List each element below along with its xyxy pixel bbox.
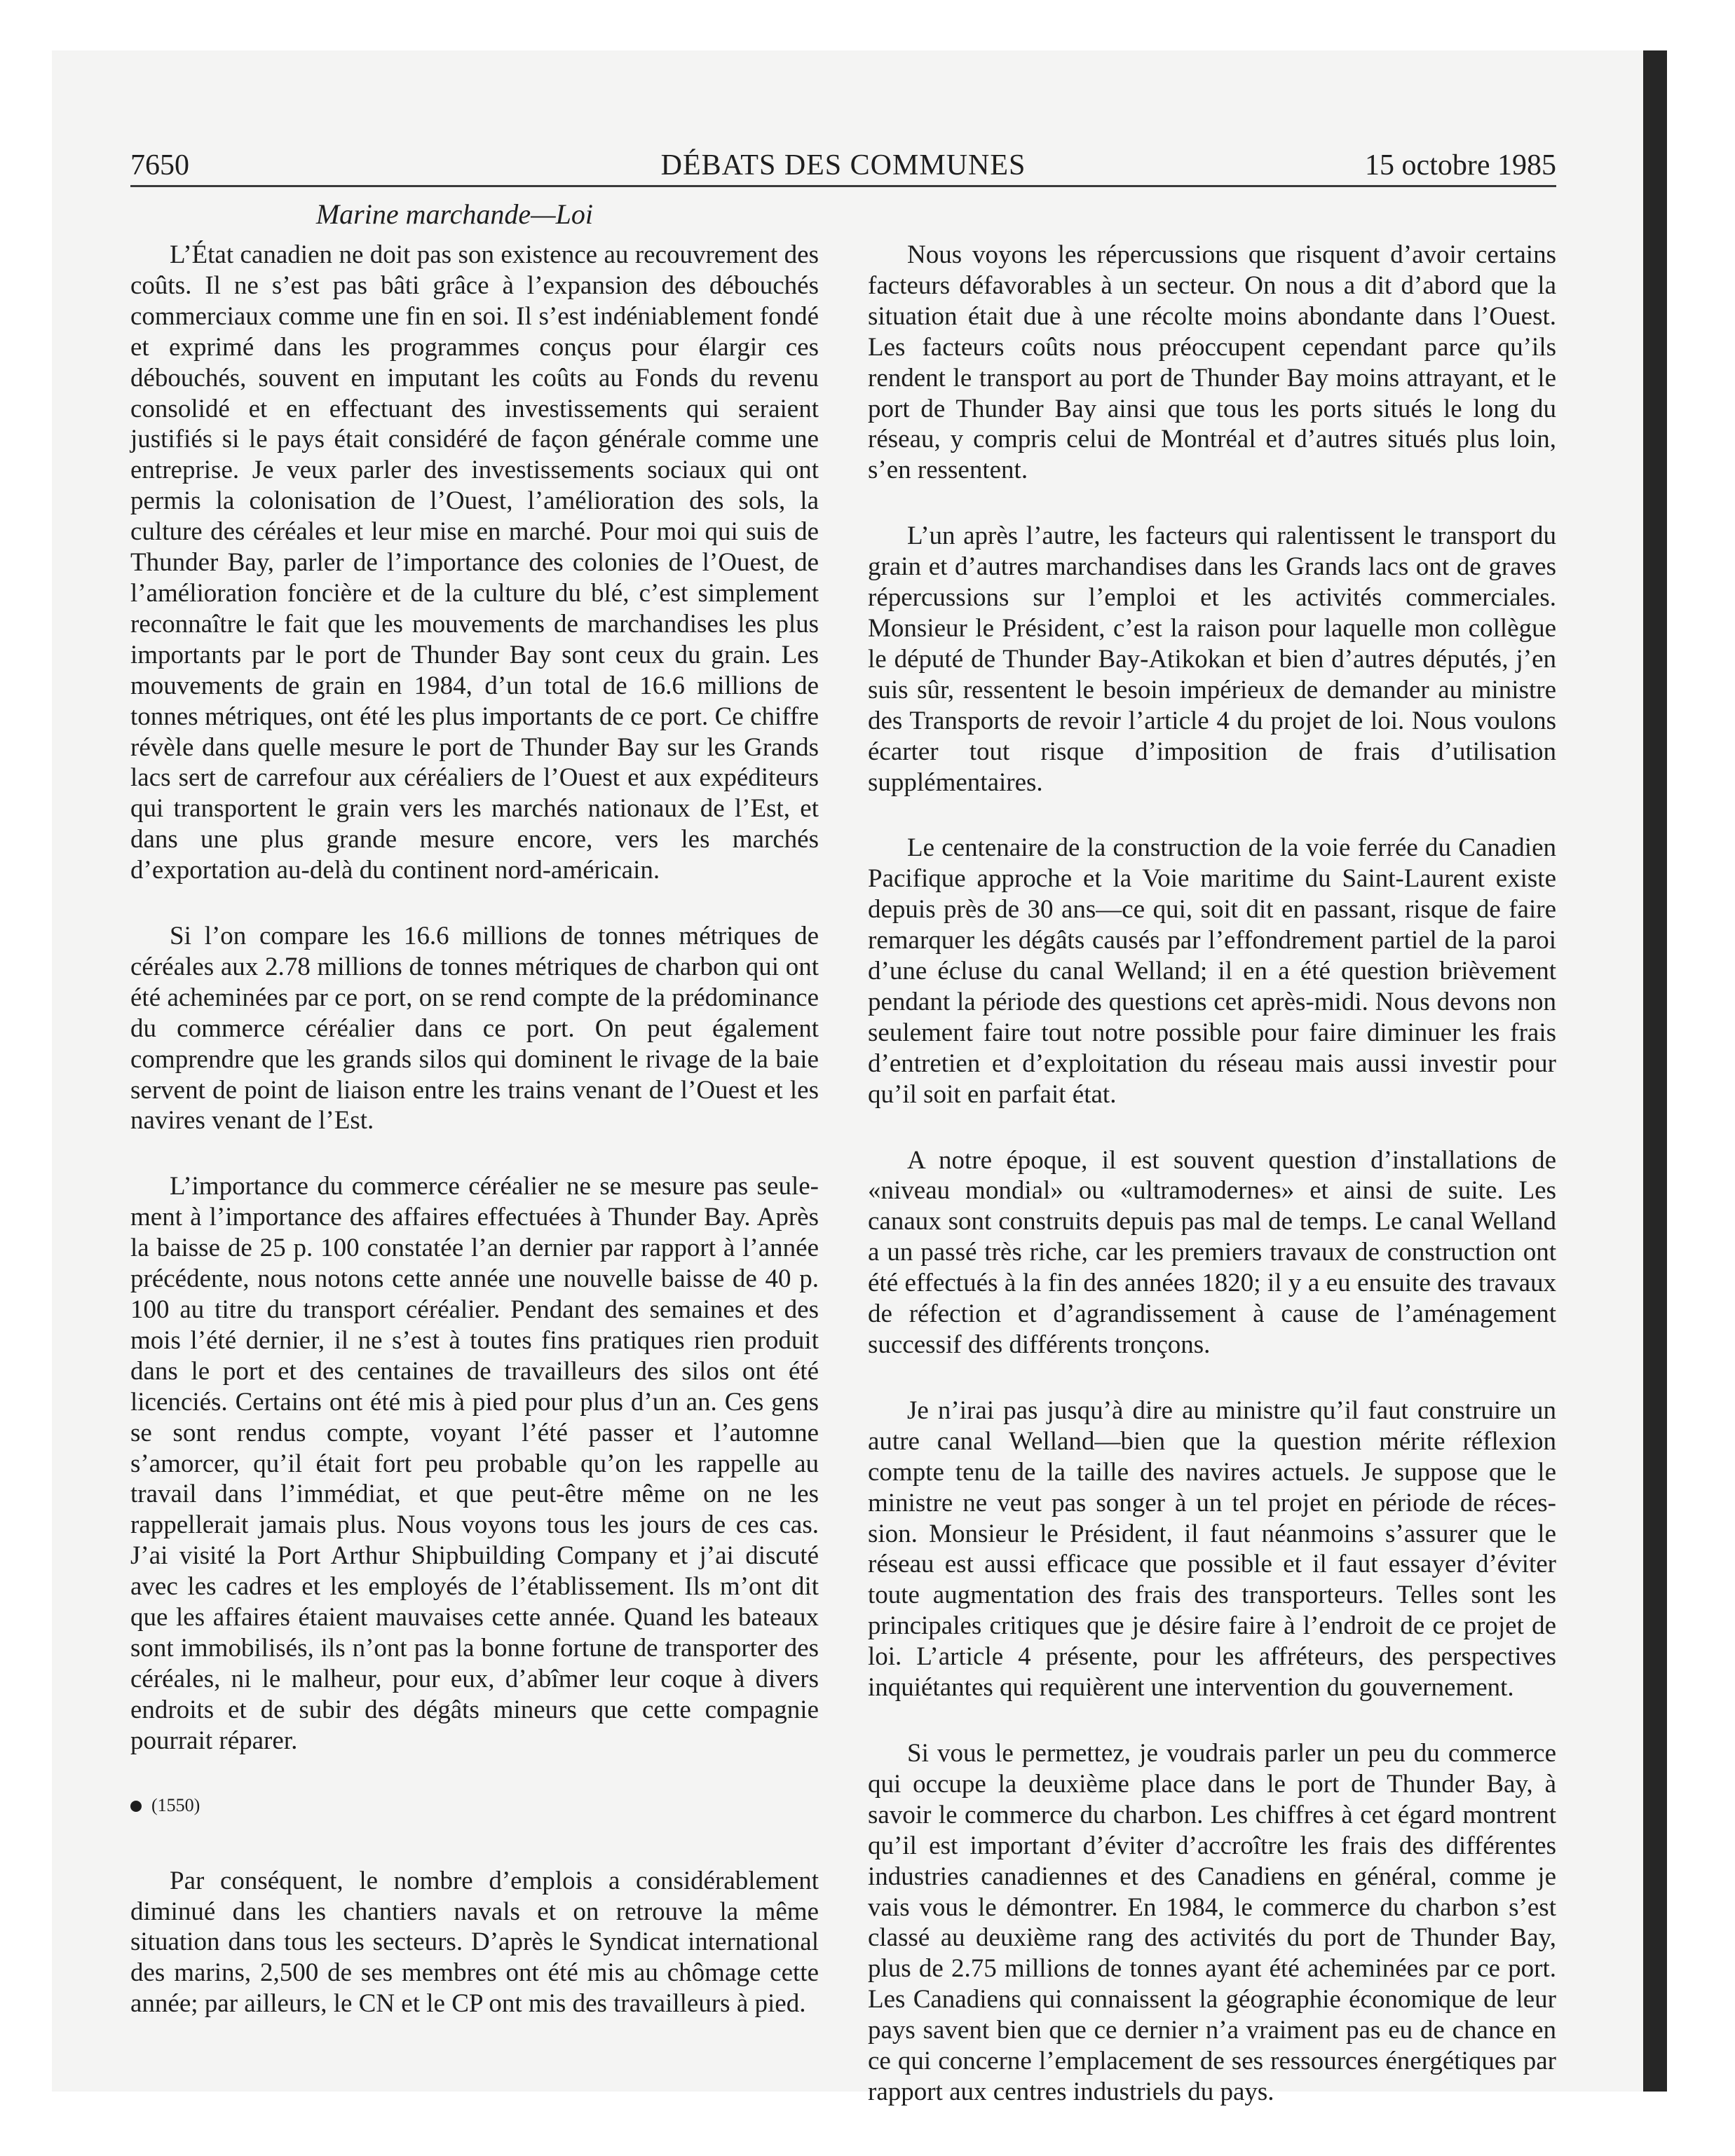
- binding-edge: [1643, 50, 1667, 2092]
- paragraph: L’État canadien ne doit pas son existence au recouvrement des coûts. Il ne s’est pas bâti grâce à l’expansion des débouchés commerciaux comme une fin en soi. Il s’est indéniablement fondé et exprimé dans les programmes conçus pour élargir ces débouchés, souvent en imputant les coûts au Fonds du revenu consolidé et en effectuant des investissements qui seraient justifiés si le pays était considéré de façon générale comme une entreprise. Je veux parler des investissements sociaux qui ont permis la colonisation de l’Ouest, l’amélioration des sols, la culture des céréales et leur mise en marché. Pour moi qui suis de Thunder Bay, parler de l’importance des colonies de l’Ouest, de l’amélioration foncière et de la culture du blé, c’est simplement reconnaître le fait que les mouvements de marchandises les plus importants par le port de Thunder Bay sont ceux du grain. Les mouvements de grain en 1984, d’un total de 16.6 millions de tonnes métriques, ont été les plus importants de ce port. Ce chiffre révèle dans quelle mesure le port de Thunder Bay sur les Grands lacs sert de carrefour aux céréaliers de l’Ouest et aux expéditeurs qui transportent le grain vers les marchés nationaux de l’Est, et dans une plus grande mesure encore, vers les marchés d’exportation au-delà du continent nord-américain.: [130, 240, 819, 885]
- running-title: DÉBATS DES COMMUNES: [660, 149, 1026, 182]
- right-column: [868, 240, 1556, 2143]
- paragraph: A notre époque, il est souvent question d’installations de «niveau mondial» ou «ultramodernes» et ainsi de suite. Les canaux sont construits depuis pas mal de temps. Le canal Welland a un passé très riche, car les premiers travaux de construction ont été effectués à la fin des années 1820; il y a eu ensuite des travaux de réfection et d’agrandissement à cause de l’aménagement successif des différents tronçons.: [868, 1145, 1556, 1359]
- paragraph: Par conséquent, le nombre d’emplois a considérablement diminué dans les chantiers navals et on retrouve la même situation dans tous les secteurs. D’après le Syndicat international des marins, 2,500 de ses membres ont été mis au chômage cette année; par ailleurs, le CN et le CP ont mis des travailleurs à pied.: [130, 1866, 819, 2019]
- section-title: Marine marchande—Loi: [315, 198, 593, 230]
- paragraph: Nous voyons les répercussions que risquent d’avoir certains facteurs défavorables à un secteur. On nous a dit d’abord que la situation était due à une récolte moins abondante dans l’Ouest. Les facteurs coûts nous préoccupent cependant parce qu’ils rendent le transport au port de Thunder Bay moins attrayant, et le port de Thunder Bay ainsi que tous les ports situés le long du réseau, y compris celui de Montréal et d’autres situés plus loin, s’en ressentent.: [868, 240, 1556, 485]
- paragraph: Je n’irai pas jusqu’à dire au ministre qu’il faut construire un autre canal Welland—bien que la question mérite réflexion compte tenu de la taille des navires actuels. Je suppose que le ministre ne veut pas songer à un tel projet en période de récession. Monsieur le Président, il faut néanmoins s’assurer que le réseau est aussi efficace que possible et il faut essayer d’éviter toute augmentation des frais des transporteurs. Telles sont les principales critiques que je désire faire à l’endroit de ce projet de loi. L’article 4 présente, pour les affréteurs, des perspectives inquiétantes qui requièrent une intervention du gouvernement.: [868, 1396, 1556, 1703]
- bullet-icon: [130, 1801, 142, 1812]
- left-column: [130, 240, 819, 2054]
- paragraph: L’importance du commerce céréalier ne se mesure pas seulement à l’importance des affaires effectuées à Thunder Bay. Après la baisse de 25 p. 100 constatée l’an dernier par rapport à l’année précédente, nous notons cette année une nouvelle baisse de 40 p. 100 au titre du transport céréalier. Pendant des semaines et des mois l’été dernier, il ne s’est à toutes fins pratiques rien produit dans le port et des centaines de travailleurs des silos ont été licenciés. Certains ont été mis à pied pour plus d’un an. Ces gens se sont rendus compte, voyant l’été passer et l’automne s’amorcer, qu’il était fort peu probable qu’on les rappelle au travail dans l’immédiat, et que peut-être même on ne les rappellerait jamais plus. Nous voyons tous les jours de ces cas. J’ai visité la Port Arthur Shipbuilding Company et j’ai discuté avec les cadres et les employés de l’établissement. Ils m’ont dit que les affaires étaient mauvaises cette année. Quand les bateaux sont immobilisés, ils n’ont pas la bonne fortune de transporter des céréales, ni le malheur, pour eux, d’abîmer leur coque à divers endroits et de subir des dégâts mineurs que cette compagnie pourrait réparer.: [130, 1172, 819, 1755]
- paragraph: Si vous le permettez, je voudrais parler un peu du commerce qui occupe la deuxième place dans le port de Thunder Bay, à savoir le commerce du charbon. Les chiffres à cet égard montrent qu’il est important d’éviter d’accroître les frais des différentes industries canadiennes et des Canadiens en général, comme je vais vous le démontrer. En 1984, le commerce du charbon s’est classé au deuxième rang des activités du port de Thunder Bay, plus de 2.75 millions de tonnes ayant été acheminées par ce port. Les Canadiens qui connaissent la géographie économique de leur pays savent bien que ce dernier n’a vraiment pas eu de chance en ce qui concerne l’emplacement de ses ressources énergétiques par rapport aux centres industriels du pays.: [868, 1738, 1556, 2106]
- page-number: 7650: [130, 149, 189, 182]
- page-header: [130, 140, 1556, 187]
- paragraph: Le centenaire de la construction de la voie ferrée du Canadien Pacifique approche et la Voie maritime du Saint-Laurent existe depuis près de 30 ans—ce qui, soit dit en passant, risque de faire remarquer les dégâts causés par l’effondrement partiel de la paroi d’une écluse du canal Welland; il en a été question brièvement pendant la période des questions cet après-midi. Nous devons non seulement faire tout notre possible pour faire diminuer les frais d’entretien et d’exploitation du réseau mais aussi investir pour qu’il soit en parfait état.: [868, 833, 1556, 1109]
- time-marker: [130, 1792, 819, 1820]
- paragraph: Si l’on compare les 16.6 millions de tonnes métriques de céréales aux 2.78 millions de tonnes métriques de charbon qui ont été acheminées par ce port, on se rend compte de la prédominance du commerce céréalier dans ce port. On peut également comprendre que les grands silos qui dominent le rivage de la baie servent de point de liaison entre les trains venant de l’Ouest et les navires venant de l’Est.: [130, 922, 819, 1135]
- paragraph: L’un après l’autre, les facteurs qui ralentissent le transport du grain et d’autres marchandises dans les Grands lacs ont de graves répercussions sur l’emploi et les activités commerciales. Monsieur le Président, c’est la raison pour laquelle mon collègue le député de Thunder Bay-Atikokan et bien d’autres députés, j’en suis sûr, ressentent le besoin impérieux de demander au ministre des Transports de revoir l’article 4 du projet de loi. Nous voulons écarter tout risque d’imposition de frais d’utilisation supplémentaires.: [868, 521, 1556, 797]
- header-date: 15 octobre 1985: [1365, 149, 1556, 182]
- time-marker-text: (1550): [151, 1794, 200, 1815]
